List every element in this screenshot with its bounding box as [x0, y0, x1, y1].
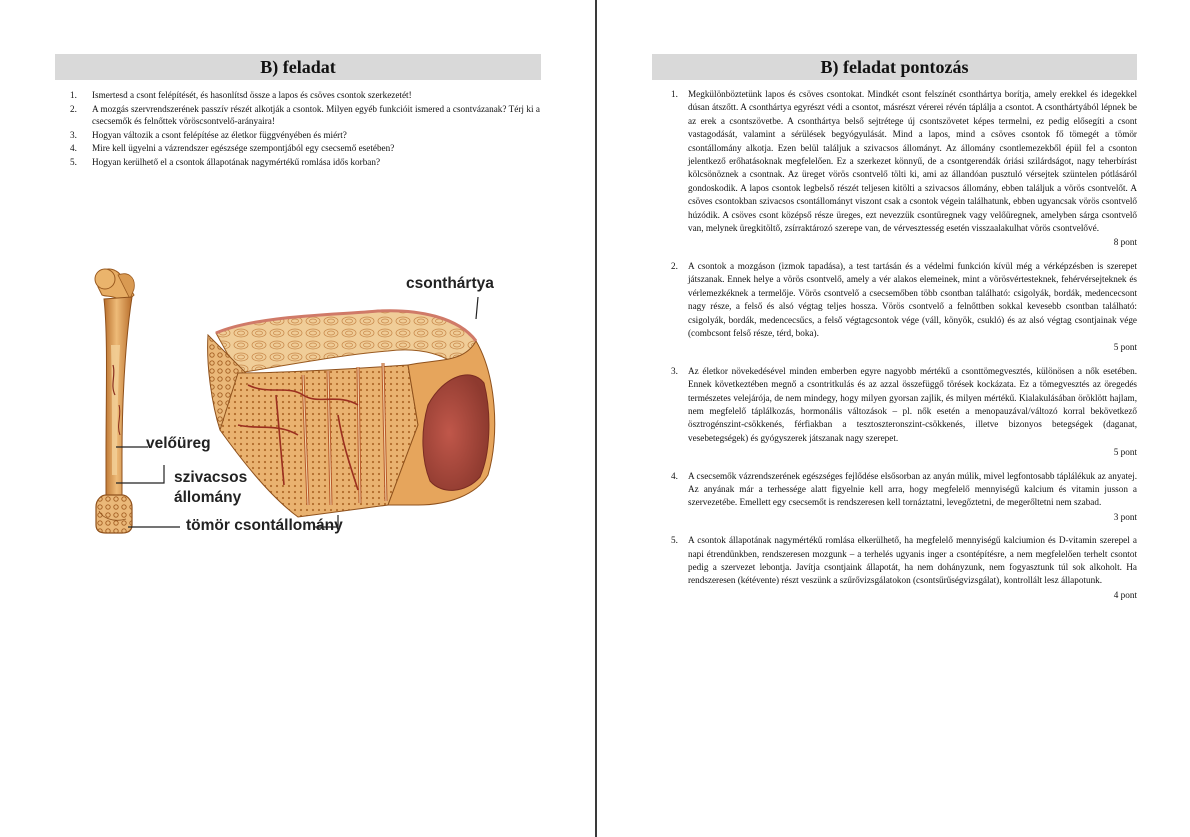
scoring-number: 3.: [671, 365, 678, 376]
right-page: [597, 0, 1190, 837]
question-text: Hogyan kerülhető el a csontok állapotának nagymértékű romlása idős korban?: [92, 156, 381, 167]
scoring-item: [671, 470, 1137, 525]
bone-cross-section: [208, 311, 495, 517]
question-item: [70, 103, 540, 128]
question-text: A mozgás szervrendszerének passzív részét alkotják a csontok. Milyen egyéb funkcióit ismered a csontvázanak? Térj ki a csecsemők és felnőttek vöröscsontvelő-arányaira!: [92, 103, 540, 127]
points-label: 5 pont: [1113, 342, 1137, 353]
question-list: [70, 89, 540, 170]
label-medullary-cavity: velőüreg: [146, 435, 211, 452]
scoring-text: Megkülönböztetünk lapos és csöves csontokat. Mindkét csont felszínét csonthártya borítja, amely erekkel és idegekkel dúsan átszőtt. A csonthártya egyrészt védi a csontot, másrészt vérerei révén táplálja a csontot. A csonthártyából lépnek be az erek a csontszövetbe. A csonthártya belső sejtrétege új csontszövetet képes termelni, ez pedig elősegíti a csont vastagodását, valamint a sérülések begyógyulását. Mind a lapos, mind a csöves csontok fő tömegét a tömör csontállomány alkotja. Ezen belül találjuk a szivacsos állományt. Az állomány csontlemezekből épül fel a csonton jelentkező erőhatásoknak megfelelően. Ez a szerkezet könnyű, de a csontgerendák óriási szilárdságot, nagy teherbírást kölcsönöznek a csontnak. Az üreget vörös csontvelő tölti ki, ami az állandóan pusztuló vérsejtek szüntelen pótlásáról gondoskodik. A lapos csontok legbelső részét teljesen kitölti a szivacsos állomány, ebben találjuk a vörös csontvelőt. A csöves csontokban szivacsos csontállományt viszont csak a csontok végein találhatunk, ebben ugyancsak vörös csontvelő húzódik. A csöves csont középső része üreges, ezt nevezzük csontüregnek vagy velőüregnek, amelyben sárga csontvelő van, melynek üregkitöltő, zsírraktározó szerepe van, de vérvesztesség esetén visszaalakulhat vörös csontvelővé.: [688, 89, 1137, 234]
question-item: [70, 89, 540, 102]
question-number: 1.: [70, 90, 77, 100]
long-bone: [95, 269, 134, 533]
label-compact-bone: tömör csontállomány: [186, 517, 343, 534]
scoring-item: [671, 260, 1137, 355]
scoring-text: A csecsemők vázrendszerének egészséges fejlődése elsősorban az anyán múlik, mivel legfontosabb táplálékuk az anyatej. Az anyának már a terhessége alatt figyelnie kell arra, hogy megfelelő mennyiségű kalcium és vitamin jusson a szervezetébe. Emellett egy csecsemőt is rendszeresen kell tornáztatni, levegőztetni, de megerőltetni nem szabad.: [688, 470, 1137, 508]
label-spongy-bone-line1: szivacsos: [174, 469, 248, 486]
question-number: 5.: [70, 156, 77, 167]
scoring-number: 4.: [671, 470, 678, 481]
scoring-item: [671, 88, 1137, 250]
question-number: 2.: [70, 103, 77, 114]
label-periosteum: csonthártya: [406, 275, 494, 292]
bone-illustration: [88, 255, 528, 555]
scoring-number: 2.: [671, 260, 678, 271]
scoring-text: Az életkor növekedésével minden emberben egyre nagyobb mértékű a csonttömegvesztés, különösen a nők esetében. Ennek következtében megnő a csontritkulás és az azzal összefüggő törések kockázata. Ez a tömegvesztés az öregedés természetes velejárója, de nem mindegy, hogy milyen gyorsan zajlik, és milyen mértékű. Kialakulásában öröklött hajlam, nem megfelelő táplálkozás, hormonális változások – pl. nők esetén a menopauzával/változó korral bekövetkező ösztrogénszint-csökkenés, férfiakban a tesztoszteronszint-csökkenés, illetve bizonyos betegségek (daganat, vesebetegségek) és gyógyszerek játszanak nagy szerepet.: [688, 365, 1137, 443]
scoring-number: 1.: [671, 89, 678, 99]
question-text: Hogyan változik a csont felépítése az életkor függvényében és miért?: [92, 129, 347, 140]
scoring-text: A csontok a mozgáson (izmok tapadása), a test tartásán és a védelmi funkción kívül még a vérképzésben is szerepet játszanak. Ennek helye a vörös csontvelő, amely a vér alakos elemeinek, mint a vörösvértesteknek, fehérvérsejteknek és vérlemezkéknek a termelője. Vörös csontvelő a csecsemőben több csontban található: csigolyák, bordák, medencecsont nagy része, a felső és alsó végtag teljes hossza. Vörös csontvelő a felnőttben sokkal kevesebb csontban található: csigolyák, bordák, medencecsűcs, a felső végtagcsontok vége (váll, könyök, csukló) és az alsó végtag csontjainak vége (combcsont felső része, térd, boka).: [688, 260, 1137, 338]
right-page-heading: B) feladat pontozás: [652, 54, 1137, 80]
points-label: 5 pont: [1113, 447, 1137, 458]
scoring-text: A csontok állapotának nagymértékű romlása elkerülhető, ha megfelelő mennyiségű kalciumion és D-vitamin szerepel a napi étrendünkben, rendszeresen mozgunk – a terhelés ugyanis inger a csontépítésre, a nem megfelelően terhelt csontot pedig a szervezet lebontja. Javítja csontjaink állapotát, ha nem dohányzunk, nem fogyasztunk túl sok alkoholt. Ha rendszeresen (kétévente) részt veszünk a szűrővizsgálatokon (csontsűrűségvizsgálat), kontrollált lesz állapotunk.: [688, 535, 1137, 586]
scoring-item: [671, 365, 1137, 460]
question-text: Ismertesd a csont felépítését, és hasonlítsd össze a lapos és csöves csontok szerkezetét!: [92, 90, 412, 100]
points-label: 8 pont: [1113, 237, 1137, 248]
points-label: 3 pont: [1113, 511, 1137, 522]
bone-structure-figure: [88, 255, 528, 555]
scoring-list: [671, 88, 1137, 612]
label-spongy-bone-line2: állomány: [174, 489, 242, 506]
scoring-number: 5.: [671, 535, 678, 546]
question-item: [70, 129, 540, 142]
question-text: Mire kell ügyelni a vázrendszer egészsége szempontjából egy csecsemő esetében?: [92, 143, 395, 154]
question-number: 4.: [70, 143, 77, 154]
question-number: 3.: [70, 129, 77, 140]
scoring-item: [671, 534, 1137, 602]
question-item: [70, 156, 540, 169]
question-item: [70, 142, 540, 155]
left-page-heading: B) feladat: [55, 54, 541, 80]
points-label: 4 pont: [1113, 589, 1137, 600]
